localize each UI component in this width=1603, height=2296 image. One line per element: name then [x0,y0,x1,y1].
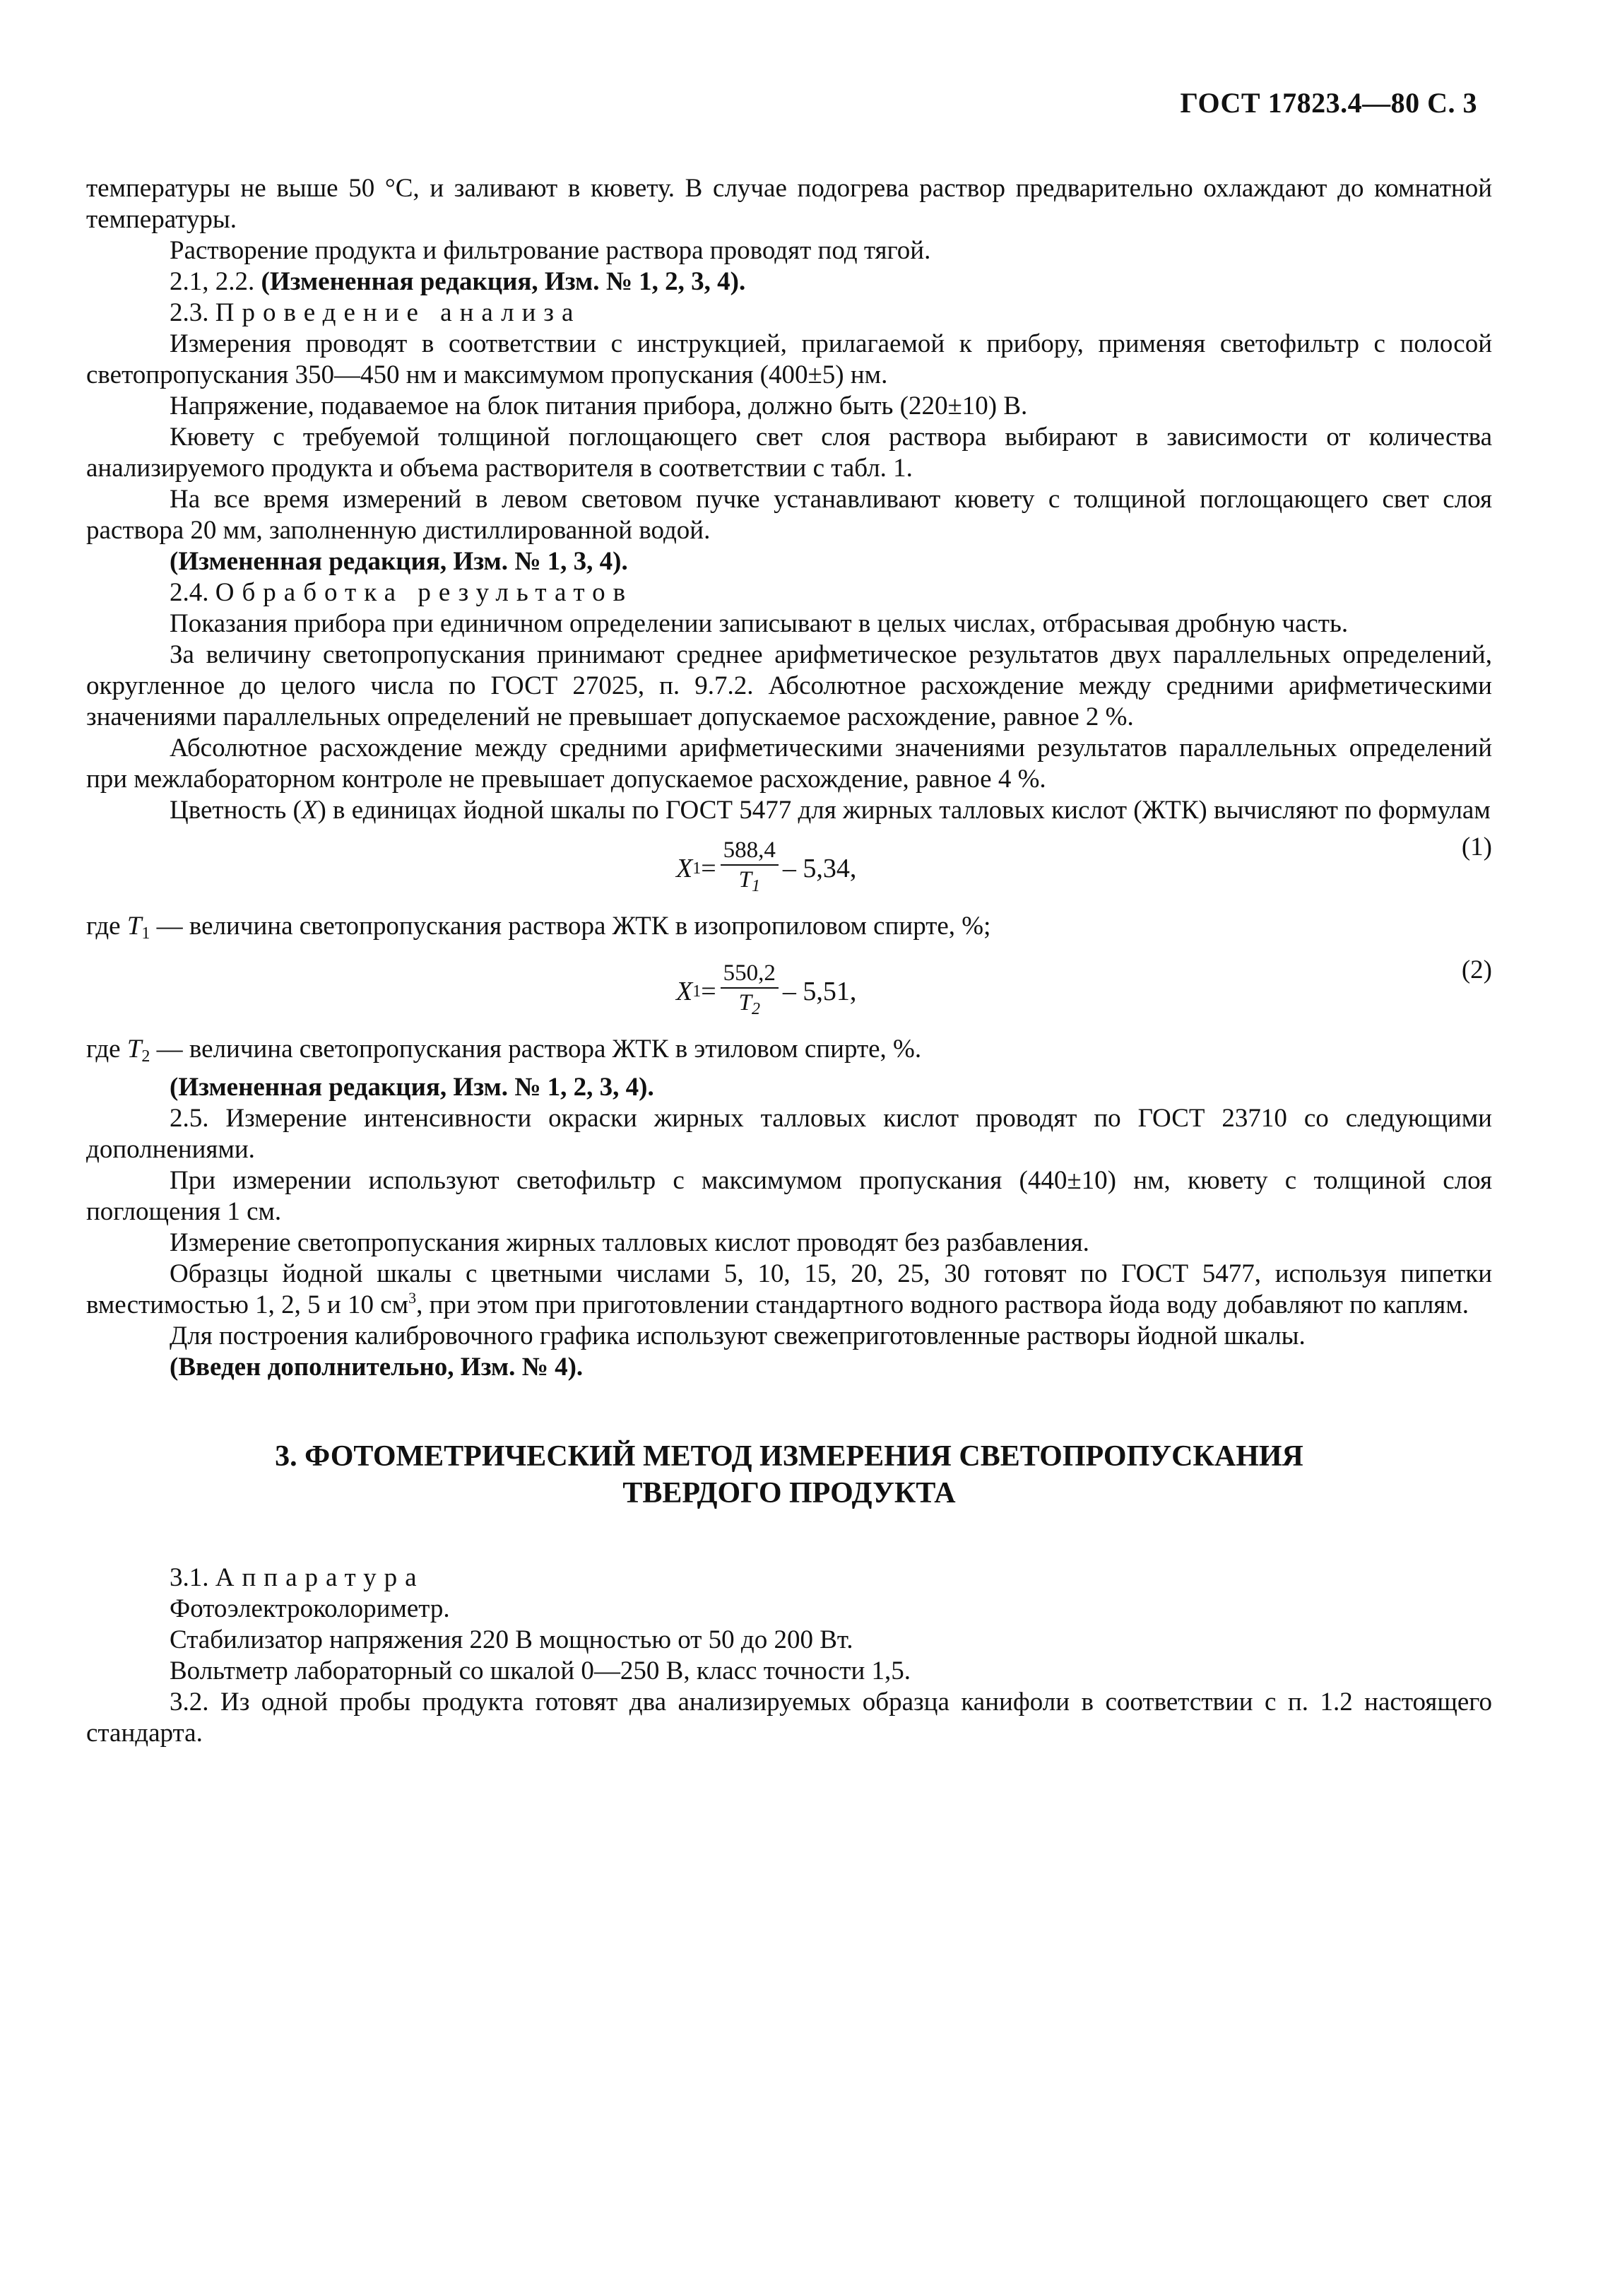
paragraph: Напряжение, подаваемое на блок питания прибора, должно быть (220±10) В. [170,392,1028,420]
body-text [86,173,1492,1749]
subsection-title: Обработка результатов [215,578,634,607]
text-run: — величина светопропускания раствора ЖТК в этиловом спирте, %. [150,1035,922,1064]
paragraph: Показания прибора при единичном определении записывают в целых числах, отбрасывая дробную часть. [170,609,1349,638]
formula-expression [676,836,856,900]
text-run: ) в единицах йодной шкалы по ГОСТ 5477 для жирных талловых кислот (ЖТК) вычисляют по формулам [317,796,1491,825]
paragraph: Измерения проводят в соответствии с инструкцией, прилагаемой к прибору, применяя светофильтр с полосой светопропускания 350—450 нм и максимумом пропускания (400±5) нм. [86,329,1492,389]
denominator-var: T [738,867,752,893]
subsection-title: Проведение анализа [215,298,581,327]
clause-number: 3.1. [170,1563,209,1592]
subsection-heading [86,1562,1492,1594]
subscript: 2 [141,1047,150,1066]
paragraph [86,1259,1492,1321]
paragraph: Для построения калибровочного графика используют свежеприготовленные растворы йодной шкалы. [170,1321,1306,1350]
subscript: 1 [751,877,760,895]
paragraph [86,266,1492,298]
equals-sign: = [701,976,716,1006]
text-run: — величина светопропускания раствора ЖТК в изопропиловом спирте, %; [150,912,991,941]
equals-sign: = [701,853,716,883]
amendment-note: (Измененная редакция, Изм. № 1, 2, 3, 4). [170,1073,654,1102]
where-clause [86,911,1492,949]
fraction [721,836,779,900]
variable: T [126,912,142,941]
formula-lhs: X [676,976,693,1006]
clause-number: 2.1, 2.2. [170,267,255,296]
subscript: 1 [692,859,702,878]
paragraph: 2.5. Измерение интенсивности окраски жирных талловых кислот проводят по ГОСТ 23710 со следующими дополнениями. [86,1104,1492,1164]
formula-number: (1) [1461,832,1492,861]
text-run: где [86,912,127,941]
paragraph: При измерении используют светофильтр с максимумом пропускания (440±10) нм, кювету с толщиной слоя поглощения 1 см. [86,1166,1492,1226]
denominator-var: T [738,990,752,1015]
variable: T [126,1035,142,1064]
formula-2 [86,949,1492,1034]
subsection-heading [86,577,1492,608]
formula-1 [86,826,1492,911]
paragraph: Стабилизатор напряжения 220 В мощностью от 50 до 200 Вт. [170,1625,853,1654]
paragraph: 3.2. Из одной пробы продукта готовят два анализируемых образца канифоли в соответствии с п. 1.2 настоящего стандарта. [86,1688,1492,1748]
paragraph: Абсолютное расхождение между средними арифметическими значениями результатов параллельных определений при межлабораторном контроле не превышает допускаемое расхождение, равное 4 %. [86,734,1492,794]
text-run: Образцы йодной шкалы с цветными числами 5, 10, 15, 20, 25, 30 готовят по ГОСТ 5477, используя пипетки вместимостью 1, 2, 5 и 10 см [86,1259,1492,1319]
subscript: 1 [692,982,702,1001]
denominator [739,989,760,1023]
paragraph: На все время измерений в левом световом пучке устанавливают кювету с толщиной поглощающего свет слоя раствора 20 мм, заполненную дистиллированной водой. [86,485,1492,545]
text-run: где [86,1035,127,1064]
formula-rest: – 5,51, [782,976,857,1006]
formula-number: (2) [1461,955,1492,984]
formula-expression [676,959,856,1023]
paragraph: За величину светопропускания принимают среднее арифметическое результатов двух параллельных определений, округленное до целого числа по ГОСТ 27025, п. 9.7.2. Абсолютное расхождение между средними арифметическими значениями параллельных определений не превышает допускаемое расхождение, равное 2 %. [86,640,1492,731]
formula-rest: – 5,34, [782,853,857,883]
variable: X [301,796,318,825]
page-header: ГОСТ 17823.4—80 С. 3 [1180,87,1477,119]
paragraph: Фотоэлектроколориметр. [170,1594,450,1623]
paragraph: Измерение светопропускания жирных талловых кислот проводят без разбавления. [170,1228,1089,1257]
subscript: 2 [751,1000,760,1018]
clause-number: 2.4. [170,578,209,607]
paragraph: Кювету с требуемой толщиной поглощающего свет слоя раствора выбирают в зависимости от количества анализируемого продукта и объема растворителя в соответствии с табл. 1. [86,423,1492,483]
clause-number: 2.3. [170,298,209,327]
numerator: 550,2 [721,959,779,989]
paragraph: Растворение продукта и фильтрование раствора проводят под тягой. [170,236,931,265]
subsection-heading [86,298,1492,329]
superscript: 3 [408,1289,417,1307]
section-title-line: 3. ФОТОМЕТРИЧЕСКИЙ МЕТОД ИЗМЕРЕНИЯ СВЕТОПРОПУСКАНИЯ [275,1440,1303,1473]
section-title-line: ТВЕРДОГО ПРОДУКТА [622,1477,956,1509]
paragraph: температуры не выше 50 °С, и заливают в кювету. В случае подогрева раствор предварительно охлаждают до комнатной температуры. [86,174,1492,234]
where-clause [86,1034,1492,1072]
subsection-title: Аппаратура [215,1563,425,1592]
fraction [721,959,779,1023]
subscript: 1 [141,924,150,943]
amendment-note: (Введен дополнительно, Изм. № 4). [170,1353,584,1382]
amendment-note: (Измененная редакция, Изм. № 1, 3, 4). [170,547,628,576]
amendment-note: (Измененная редакция, Изм. № 1, 2, 3, 4). [261,267,746,296]
numerator: 588,4 [721,836,779,866]
text-run: , при этом при приготовлении стандартного водного раствора йода воду добавляют по каплям. [416,1290,1469,1319]
denominator [739,866,760,900]
text-run: Цветность ( [170,796,302,825]
section-title [86,1438,1492,1512]
paragraph [86,795,1492,826]
formula-lhs: X [676,853,693,883]
paragraph: Вольтметр лабораторный со шкалой 0—250 В, класс точности 1,5. [170,1656,911,1685]
